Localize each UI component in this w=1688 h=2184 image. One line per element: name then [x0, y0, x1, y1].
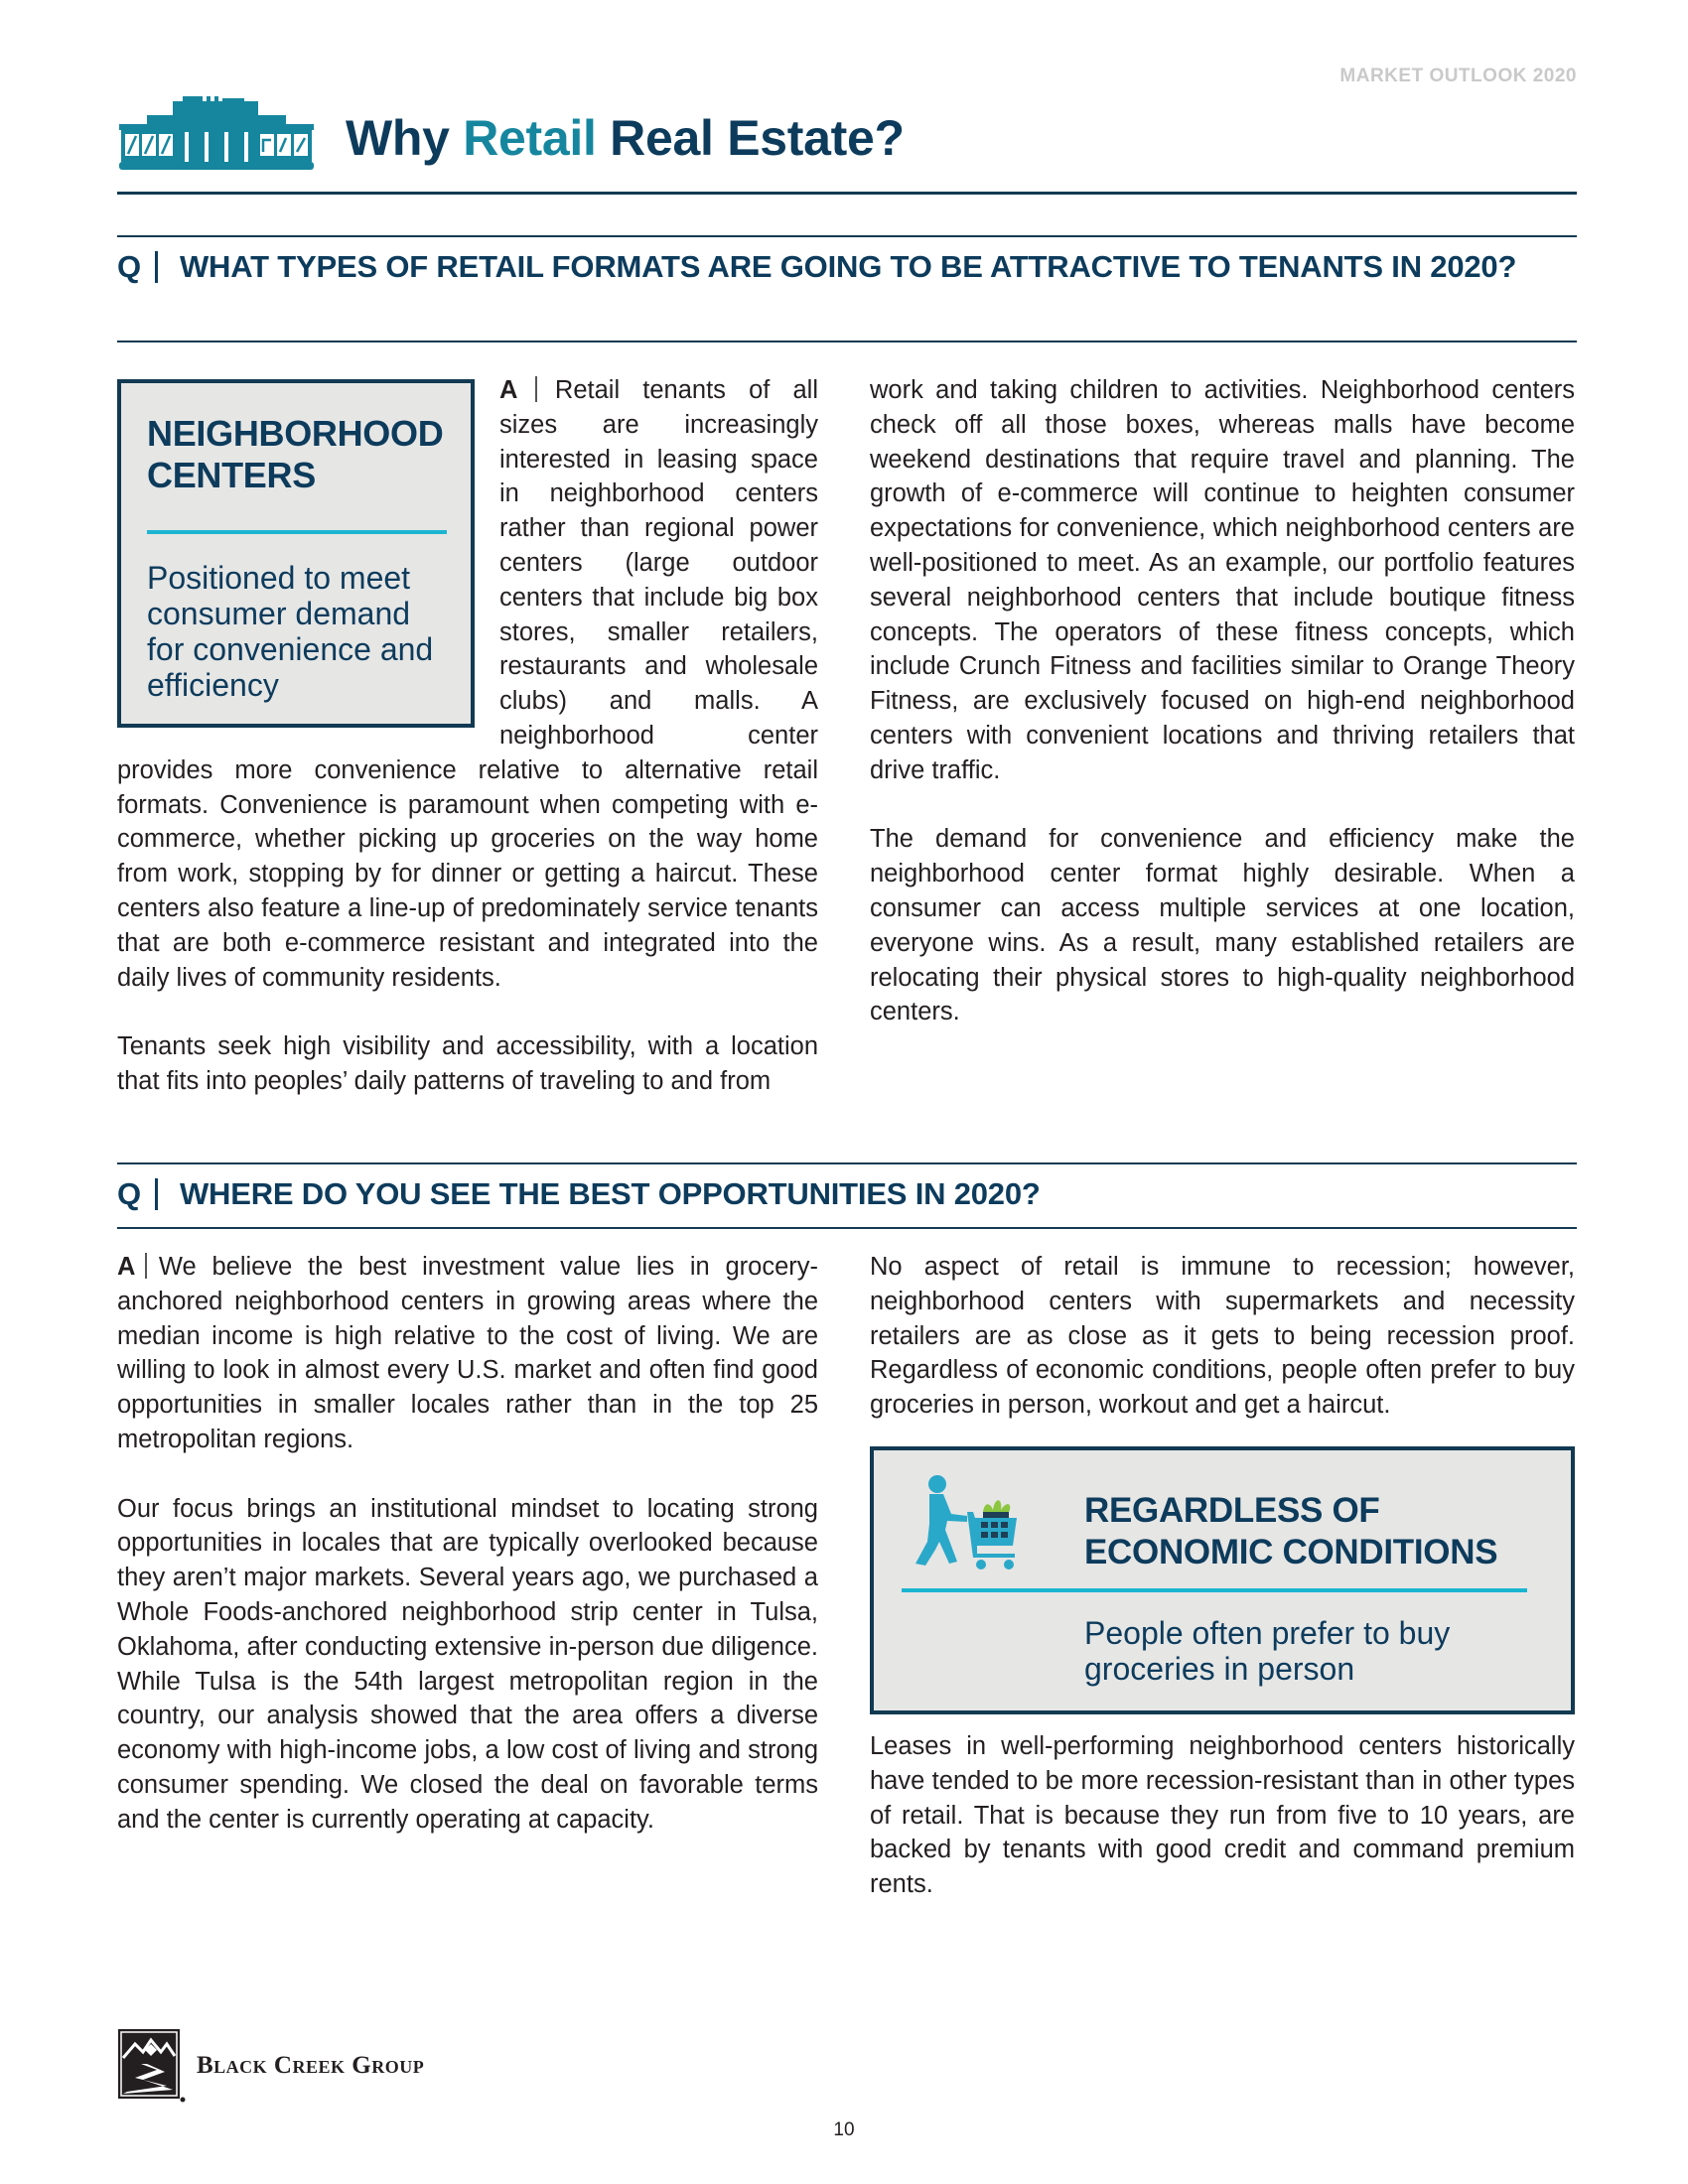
q-divider: [155, 251, 158, 283]
mountain-river-logo-icon: [117, 2028, 187, 2104]
footer-logo: [117, 2028, 424, 2104]
answer-paragraph: The demand for convenience and efficiency make the neighborhood center format highly desirable. When a consumer can access multiple services at one location, everyone wins. As a result, many established retailers are relocating their physical stores to high-quality neighborhood centers.: [870, 825, 1575, 1026]
storefront-icon: [117, 96, 316, 172]
callout-divider: [902, 1588, 1527, 1592]
answer-paragraph: work and taking children to activities. Neighborhood centers check off all those boxes, whereas malls have become weekend destinations that require travel and planning. The growth of e-commerce will continue to heighten consumer expectations for convenience, which neighborhood centers are well-positioned to meet. As an example, our portfolio features several neighborhood centers that include boutique fitness concepts. The operators of these fitness concepts, which include Crunch Fitness and facilities similar to Orange Theory Fitness, are exclusively focused on high-end neighborhood centers with convenient locations and thriving retailers that drive traffic.: [870, 376, 1575, 784]
question-text: WHAT TYPES OF RETAIL FORMATS ARE GOING TO BE ATTRACTIVE TO TENANTS IN 2020?: [180, 249, 1517, 284]
answer-2-right-column-continued: [870, 1729, 1575, 1902]
answer-1-left-column: [117, 373, 818, 1099]
a-divider: [535, 376, 537, 402]
q-label: Q: [117, 1176, 141, 1211]
title-accent: Retail: [463, 110, 597, 166]
callout-title: NEIGHBORHOOD CENTERS: [147, 413, 444, 495]
answer-2-left-column: [117, 1250, 818, 1838]
question-heading-1: [117, 247, 1577, 287]
answer-1-right-column: [870, 373, 1575, 1029]
shopping-cart-person-icon: [910, 1474, 1029, 1573]
company-name: Black Creek Group: [197, 2052, 425, 2079]
answer-paragraph: Tenants seek high visibility and accessibility, with a location that fits into peoples’ daily patterns of traveling to and from: [117, 1032, 818, 1095]
question-text: WHERE DO YOU SEE THE BEST OPPORTUNITIES IN 2020?: [180, 1176, 1041, 1211]
a-divider: [145, 1253, 147, 1279]
callout-spacer: [117, 373, 499, 751]
page-title: [346, 109, 905, 167]
title-rule: [117, 192, 1577, 195]
title-text: Real Estate?: [596, 110, 905, 166]
section-rule: [117, 1227, 1577, 1229]
page-number: 10: [833, 2119, 855, 2140]
a-label: A: [499, 376, 518, 404]
question-heading-2: [117, 1174, 1577, 1214]
callout-subtitle: People often prefer to buy groceries in person: [1084, 1615, 1451, 1687]
answer-paragraph: A Retail tenants of all sizes are increasingly interested in leasing space in neighborhood centers rather than regional power centers (large outdoor centers that include big box stores, smaller retailers, restaurants and wholesale clubs) and malls. A neighborhood center provides more convenience relative to alternative retail formats. Convenience is paramount when competing with e-commerce, whether picking up groceries on the way home from work, stopping by for dinner or getting a haircut. These centers also feature a line-up of predominately service tenants that are both e-commerce resistant and integrated into the daily lives of community residents.: [117, 376, 818, 992]
section-rule: [117, 1162, 1577, 1164]
section-rule: [117, 341, 1577, 342]
answer-paragraph: Our focus brings an institutional mindset to locating strong opportunities in locales that are typically overlooked because they aren’t major markets. Several years ago, we purchased a Whole Foods-anchored neighborhood strip center in Tulsa, Oklahoma, after conducting extensive in-person due diligence. While Tulsa is the 54th largest metropolitan region in the country, our analysis showed that the area offers a diverse economy with high-income jobs, a low cost of living and strong consumer spending. We closed the deal on favorable terms and the center is currently operating at capacity.: [117, 1494, 818, 1834]
answer-paragraph: A We believe the best investment value lies in grocery-anchored neighborhood centers in growing areas where the median income is high relative to the cost of living. We are willing to look in almost every U.S. market and often find good opportunities in smaller locales rather than in the top 25 metropolitan regions.: [117, 1253, 818, 1453]
running-head: MARKET OUTLOOK 2020: [1339, 66, 1577, 86]
economic-conditions-callout: [870, 1446, 1575, 1714]
answer-2-right-column: [870, 1250, 1575, 1423]
answer-paragraph: No aspect of retail is immune to recession; however, neighborhood centers with supermarkets and necessity retailers are as close as it gets to being recession proof. Regardless of economic conditions, people often prefer to buy groceries in person, workout and get a haircut.: [870, 1253, 1575, 1420]
title-text: Why: [346, 110, 464, 166]
q-divider: [155, 1178, 158, 1210]
a-label: A: [117, 1253, 136, 1281]
q-label: Q: [117, 249, 141, 284]
answer-paragraph: Leases in well-performing neighborhood centers historically have tended to be more recession-resistant than in other types of retail. That is because they run from five to 10 years, are backed by tenants with good credit and command premium rents.: [870, 1732, 1575, 1899]
callout-title: REGARDLESS OF ECONOMIC CONDITIONS: [1084, 1491, 1498, 1571]
section-rule: [117, 235, 1577, 237]
callout-subtitle: Positioned to meet consumer demand for convenience and efficiency: [147, 560, 434, 703]
